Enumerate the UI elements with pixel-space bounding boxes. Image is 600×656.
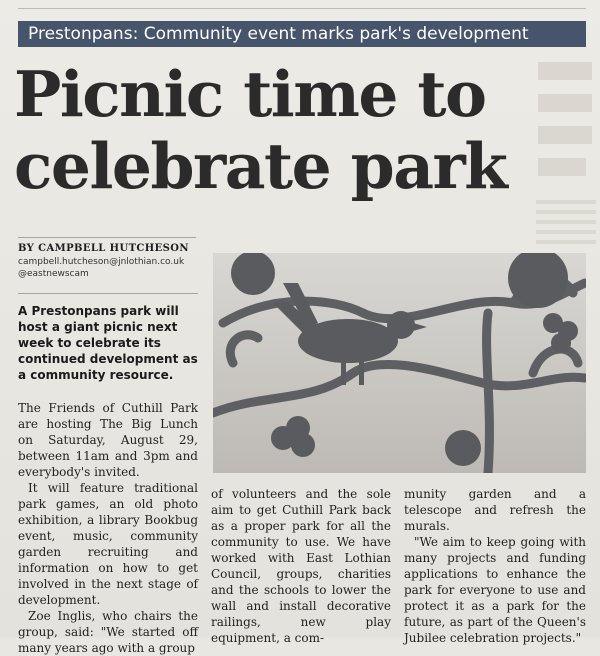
- byline-author: BY CAMPBELL HUTCHESON: [18, 243, 189, 254]
- headline: [14, 58, 579, 202]
- railing-illustration: [213, 253, 586, 473]
- column-2: [211, 486, 391, 646]
- column-1-paragraph-3: Zoe Inglis, who chairs the group, said: "We started off many years ago with a group: [18, 609, 198, 655]
- column-1-paragraph-1: The Friends of Cuthill Park are hosting The Big Lunch on Saturday, August 29, between 11am and 3pm and everybody's invited.: [18, 401, 198, 479]
- section-banner: Prestonpans: Community event marks park's development: [18, 21, 586, 47]
- column-1-paragraph-2: It will feature traditional park games, an old photo exhibition, a library Bookbug event, music, community garden recruiting and information on how to get involved in the next stage of development.: [18, 481, 198, 607]
- headline-line-1: Picnic time to: [14, 57, 486, 131]
- byline-top-rule: [18, 237, 196, 238]
- railing-photo: [213, 253, 586, 473]
- column-2-paragraph-1: of volunteers and the sole aim to get Cuthill Park back as a proper park for all the community to use. We have worked with East Lothian Council, groups, charities and the schools to lower the wall and install decorative railings, new play equipment, a com-: [211, 487, 391, 645]
- top-rule: [18, 8, 586, 9]
- story-intro: A Prestonpans park will host a giant picnic next week to celebrate its continued development as a community resource.: [18, 304, 198, 382]
- headline-line-2: celebrate park: [14, 129, 507, 203]
- byline-handle[interactable]: @eastnewscam: [18, 269, 89, 279]
- intro-rule: [18, 293, 198, 294]
- column-1: [18, 400, 198, 656]
- column-3-paragraph-1: munity garden and a telescope and refresh the murals.: [404, 487, 586, 533]
- column-3-paragraph-2: "We aim to keep going with many projects and funding applications to enhance the park for everyone to use and protect it as a park for the future, as part of the Queen's Jubilee celebration projects.": [404, 535, 586, 645]
- column-3: [404, 486, 586, 646]
- byline-email[interactable]: campbell.hutcheson@jnlothian.co.uk: [18, 257, 185, 267]
